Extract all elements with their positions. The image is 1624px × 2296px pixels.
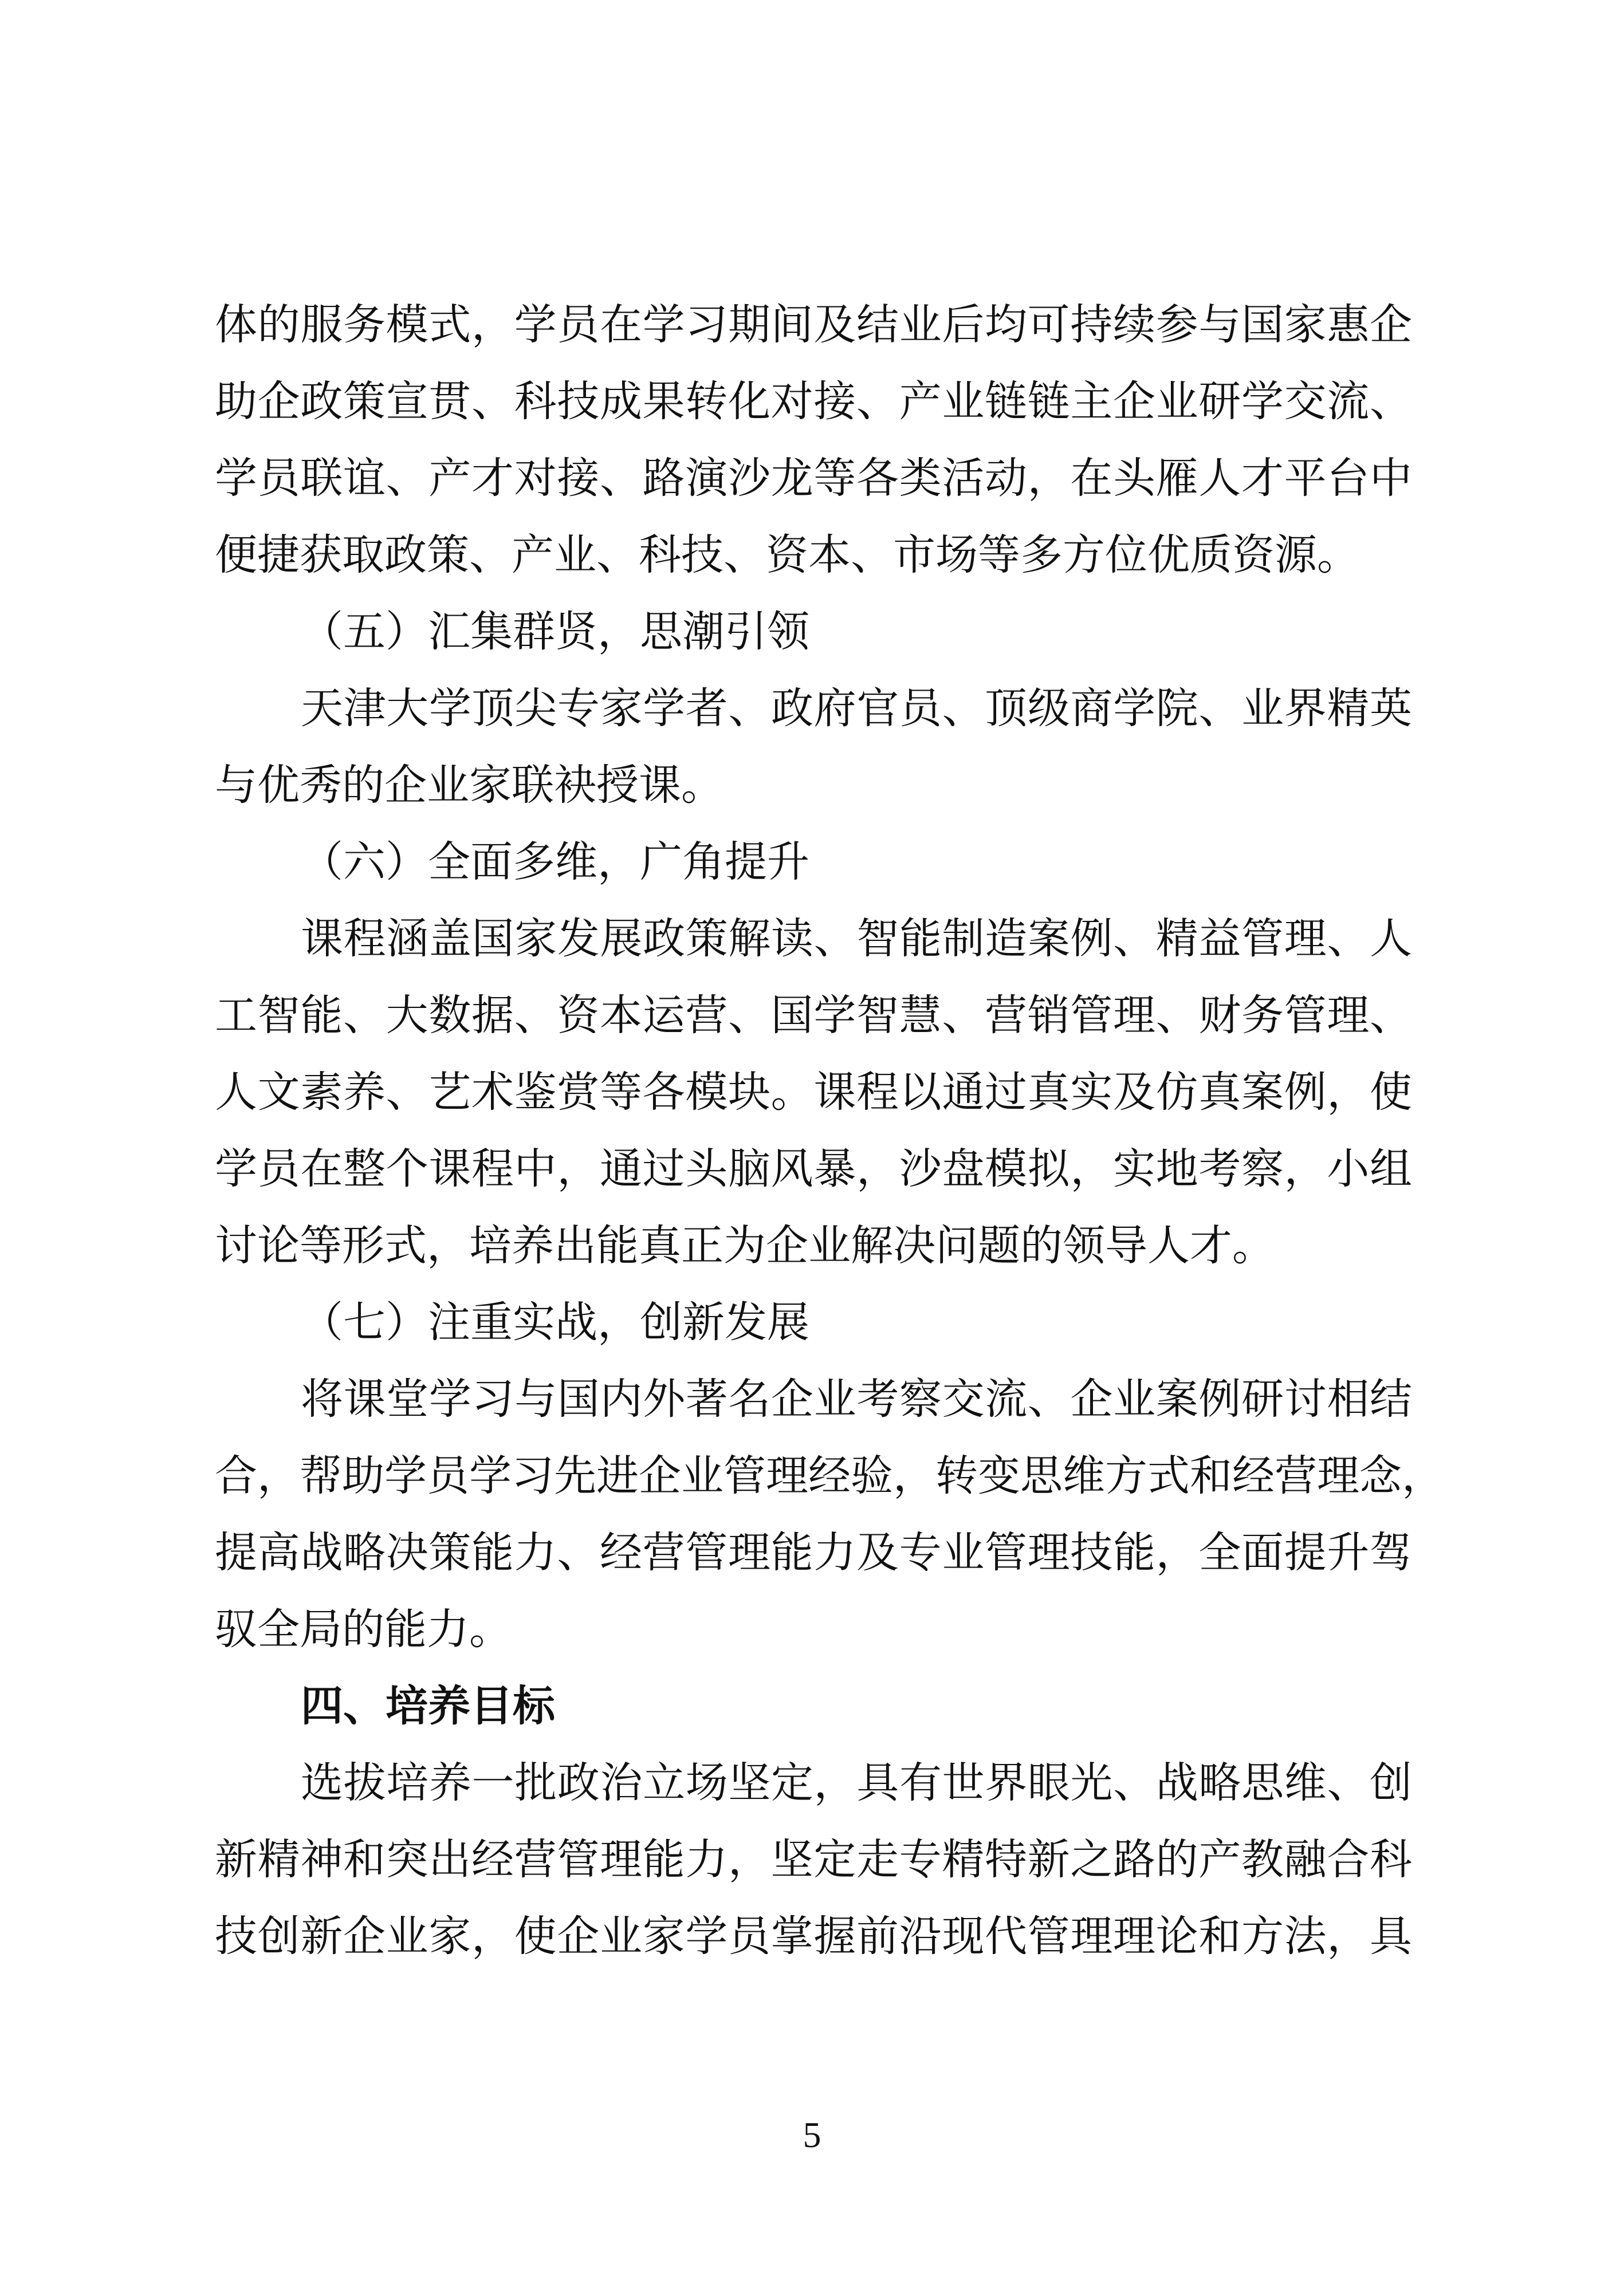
paragraph-line: 技创新企业家，使企业家学员掌握前沿现代管理理论和方法，具 xyxy=(215,1912,1412,1961)
paragraph-line: 提高战略决策能力、经营管理能力及专业管理技能，全面提升驾 xyxy=(215,1528,1412,1577)
paragraph-line: 与优秀的企业家联袂授课。 xyxy=(215,761,723,810)
paragraph-line: 将课堂学习与国内外著名企业考察交流、企业案例研讨相结 xyxy=(301,1375,1412,1424)
paragraph-line: 便捷获取政策、产业、科技、资本、市场等多方位优质资源。 xyxy=(215,530,1359,580)
paragraph-line: 驭全局的能力。 xyxy=(215,1605,512,1654)
paragraph-line: 助企政策宣贯、科技成果转化对接、产业链链主企业研学交流、 xyxy=(215,377,1412,426)
paragraph-line: 学员在整个课程中，通过头脑风暴，沙盘模拟，实地考察，小组 xyxy=(215,1144,1412,1194)
paragraph-line: 讨论等形式，培养出能真正为企业解决问题的领导人才。 xyxy=(215,1221,1275,1270)
section-subheading: （五）汇集群贤，思潮引领 xyxy=(301,607,809,656)
paragraph-line: 合，帮助学员学习先进企业管理经验，转变思维方式和经营理念， xyxy=(215,1451,1444,1501)
section-subheading: （六）全面多维，广角提升 xyxy=(301,837,809,887)
paragraph-line: 天津大学顶尖专家学者、政府官员、顶级商学院、业界精英 xyxy=(301,684,1412,733)
section-heading: 四、培养目标 xyxy=(301,1681,555,1731)
paragraph-line: 体的服务模式，学员在学习期间及结业后均可持续参与国家惠企 xyxy=(215,300,1412,349)
page-number: 5 xyxy=(803,2114,821,2155)
paragraph-line: 学员联谊、产才对接、路演沙龙等各类活动，在头雁人才平台中 xyxy=(215,454,1412,503)
paragraph-line: 新精神和突出经营管理能力，坚定走专精特新之路的产教融合科 xyxy=(215,1835,1412,1884)
paragraph-line: 人文素养、艺术鉴赏等各模块。课程以通过真实及仿真案例，使 xyxy=(215,1068,1412,1117)
paragraph-line: 课程涵盖国家发展政策解读、智能制造案例、精益管理、人 xyxy=(301,914,1412,963)
paragraph-line: 选拔培养一批政治立场坚定，具有世界眼光、战略思维、创 xyxy=(301,1758,1412,1807)
paragraph-line: 工智能、大数据、资本运营、国学智慧、营销管理、财务管理、 xyxy=(215,991,1412,1040)
section-subheading: （七）注重实战，创新发展 xyxy=(301,1298,809,1347)
